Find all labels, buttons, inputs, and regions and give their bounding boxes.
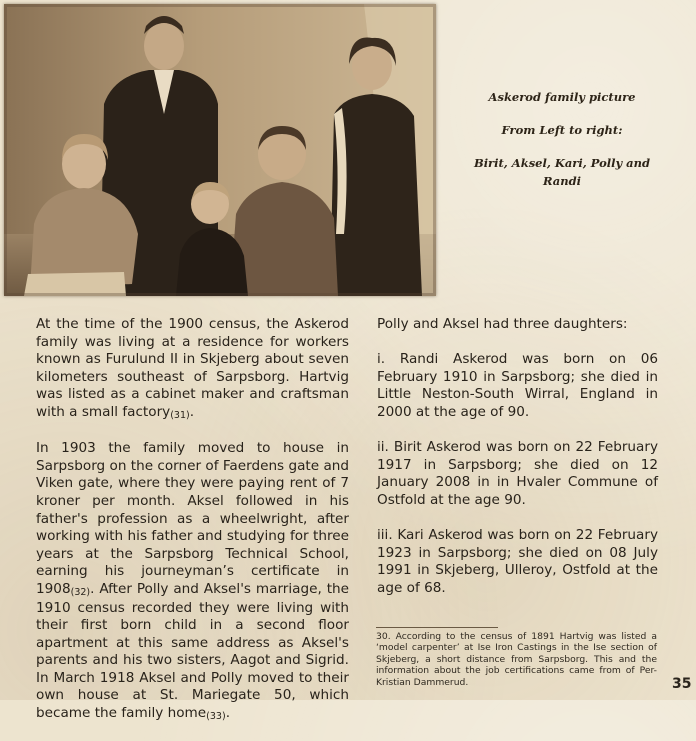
footnote-30: 30. According to the census of 1891 Hartvig was listed a ‘model carpenter’ at Ise Iron Castings in the Ise section of Skjeberg, a short distance from Sarpsborg. This and the information about the job certifications came from of Per-Kristian Dammerud. <box>376 631 657 688</box>
caption-title: Askerod family picture <box>488 90 636 104</box>
caption-names: Birit, Aksel, Kari, Polly and Randi <box>473 156 651 188</box>
photo-caption <box>462 88 662 205</box>
left-column <box>36 316 349 741</box>
citation-33: (33) <box>206 711 226 723</box>
page-number: 35 <box>672 676 692 692</box>
daughter-item-birit: ii. Birit Askerod was born on 22 February 1917 in Sarpsborg; she died on 12 January 2008 in in Hvaler Commune of Ostfold at the age 90. <box>377 439 658 508</box>
family-photo-image <box>4 4 436 296</box>
daughters-intro: Polly and Aksel had three daughters: <box>377 316 628 332</box>
daughter-item-kari: iii. Kari Askerod was born on 22 February 1923 in Sarpsborg; she died on 08 July 1991 in Skjeberg, Ulleroy, Ostfold at the age of 68. <box>377 527 658 596</box>
citation-32: (32) <box>70 586 91 598</box>
paragraph-1903-move-end: . <box>225 705 231 722</box>
caption-order-label: From Left to right: <box>501 123 623 137</box>
paragraph-1900-census-end: . <box>189 403 195 420</box>
paragraph-1903-move-text-a: In 1903 the family moved to house in Sarpsborg on the corner of Faerdens gate and Viken gate, where they were paying rent of 7 kroner per month. Aksel followed in his father's profession as a wheelwright, after working with his father and studying for three years at the Sarpsborg Technical School, earning his journeyman’s certificate in 1908 <box>36 440 350 597</box>
footnote-divider <box>376 627 498 628</box>
citation-31: (31) <box>170 409 190 421</box>
paragraph-1900-census <box>36 316 349 423</box>
paragraph-1903-move <box>36 440 349 724</box>
paragraph-1903-move-text-b: . After Polly and Aksel's marriage, the 1910 census recorded they were living with their first born child in a second floor apartment at this same address as Aksel's parents and his two sisters, Aagot and Sigrid. In March 1918 Aksel and Polly moved to their own house at St. Mariegate 50, which became the family home <box>36 580 349 722</box>
daughter-item-randi: i. Randi Askerod was born on 06 February 1910 in Sarpsborg; she died in Little Neston-South Wirral, England in 2000 at the age of 90. <box>377 351 658 420</box>
right-column <box>377 316 658 615</box>
family-photo <box>4 4 436 296</box>
paragraph-1900-census-text: At the time of the 1900 census, the Askerod family was living at a residence for workers known as Furulund II in Skjeberg about seven kilometers southeast of Sarpsborg. Hartvig was listed as a cabinet maker and craftsman with a small factory <box>36 316 349 420</box>
